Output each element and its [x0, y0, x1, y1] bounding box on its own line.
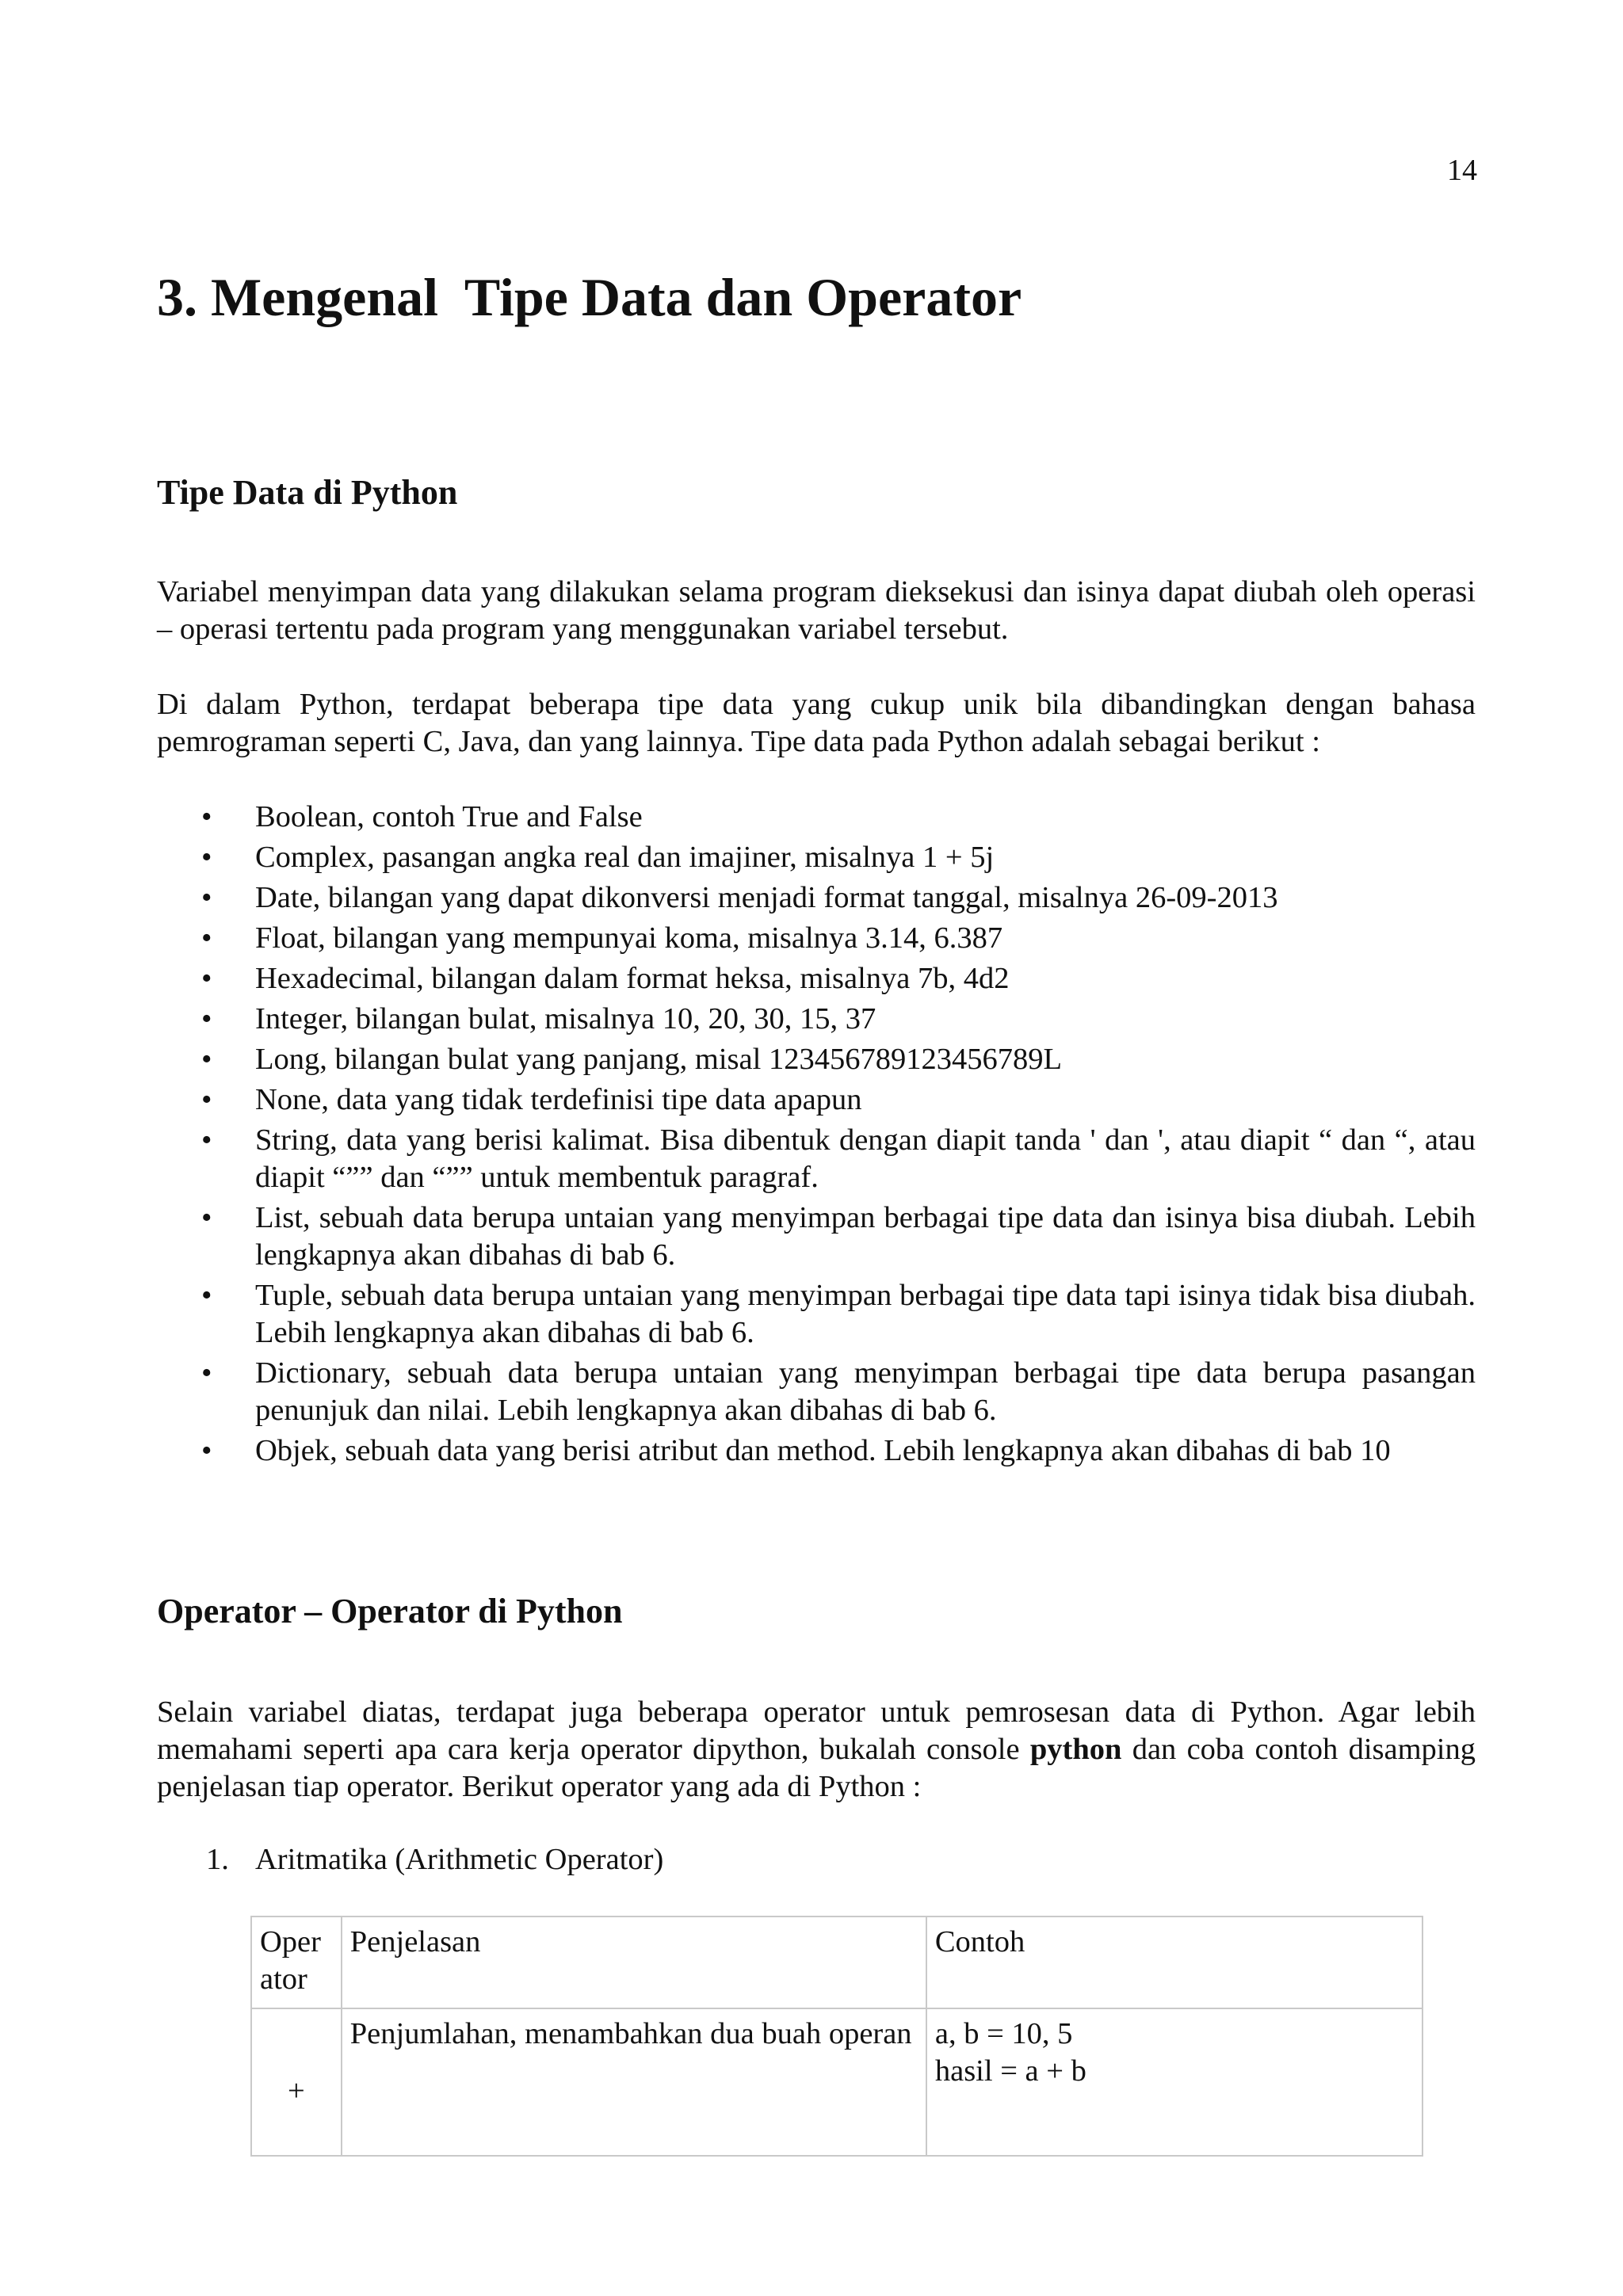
operator-description: Penjumlahan, menambahkan dua buah operan — [342, 2008, 926, 2156]
numbered-list-item — [157, 1841, 663, 1878]
table-header-row — [251, 1917, 1423, 2008]
section-title-tipe-data: Tipe Data di Python — [157, 473, 458, 512]
python-keyword: python — [1029, 1733, 1122, 1766]
operator-example — [926, 2008, 1423, 2156]
bullet-icon: • — [201, 1279, 212, 1312]
data-type-list — [157, 799, 1476, 1473]
example-line: hasil = a + b — [934, 2054, 1086, 2088]
list-item-text: Date, bilangan yang dapat dikonversi menjadi format tanggal, misalnya 26-09-2013 — [255, 881, 1278, 914]
header-contoh: Contoh — [926, 1917, 1423, 2008]
paragraph-variabel: Variabel menyimpan data yang dilakukan selama program dieksekusi dan isinya dapat diubah oleh operasi – operasi tertentu pada program yang menggunakan variabel tersebut. — [157, 575, 1476, 646]
example-line: a, b = 10, 5 — [934, 2017, 1073, 2050]
list-item — [157, 1122, 1476, 1196]
list-item — [157, 799, 1476, 836]
bullet-icon: • — [201, 1002, 212, 1035]
list-item-text: Boolean, contoh True and False — [255, 800, 643, 833]
list-item — [157, 1277, 1476, 1352]
list-item-text: Tuple, sebuah data berupa untaian yang menyimpan berbagai tipe data tapi isinya tidak bisa diubah. Lebih lengkapnya akan dibahas di bab 6. — [255, 1279, 1476, 1349]
list-item-text: Dictionary, sebuah data berupa untaian yang menyimpan berbagai tipe data berupa pasangan penunjuk dan nilai. Lebih lengkapnya akan dibahas di bab 6. — [255, 1356, 1476, 1427]
list-item — [157, 879, 1476, 917]
list-item-text: None, data yang tidak terdefinisi tipe data apapun — [255, 1083, 862, 1116]
list-item — [157, 960, 1476, 997]
header-operator: Oper ator — [251, 1917, 342, 2008]
paragraph-text: dan coba contoh disamping penjelasan tiap operator. Berikut operator yang ada di Python : — [157, 1733, 1476, 1803]
chapter-title: 3. Mengenal Tipe Data dan Operator — [157, 267, 1022, 327]
list-number: 1. — [206, 1843, 229, 1876]
section-title-operator: Operator – Operator di Python — [157, 1592, 623, 1630]
list-item-text: Objek, sebuah data yang berisi atribut dan method. Lebih lengkapnya akan dibahas di bab 10 — [255, 1434, 1391, 1467]
list-item — [157, 1001, 1476, 1038]
arithmetic-operator-table — [250, 1916, 1423, 2157]
list-item — [157, 1432, 1476, 1470]
list-item-text: String, data yang berisi kalimat. Bisa dibentuk dengan diapit tanda ' dan ', atau diapit “ dan “, atau diapit “”” dan “”” untuk membentuk paragraf. — [255, 1123, 1476, 1194]
bullet-icon: • — [201, 1356, 212, 1390]
bullet-icon: • — [201, 841, 212, 874]
paragraph-tipe-data-intro: Di dalam Python, terdapat beberapa tipe data yang cukup unik bila dibandingkan dengan bahasa pemrograman seperti C, Java, dan yang lainnya. Tipe data pada Python adalah sebagai berikut : — [157, 688, 1476, 758]
list-item-text: List, sebuah data berupa untaian yang menyimpan berbagai tipe data dan isinya bisa diubah. Lebih lengkapnya akan dibahas di bab 6. — [255, 1201, 1476, 1272]
bullet-icon: • — [201, 921, 212, 955]
list-item — [157, 1199, 1476, 1274]
header-penjelasan: Penjelasan — [342, 1917, 926, 2008]
bullet-icon: • — [201, 1123, 212, 1157]
bullet-icon: • — [201, 800, 212, 833]
list-item-text: Hexadecimal, bilangan dalam format heksa, misalnya 7b, 4d2 — [255, 962, 1010, 995]
list-item-text: Float, bilangan yang mempunyai koma, misalnya 3.14, 6.387 — [255, 921, 1003, 955]
paragraph-text: Selain variabel diatas, terdapat juga beberapa operator untuk pemrosesan data di Python. Agar lebih memahami seperti apa cara kerja operator dipython, bukalah console — [157, 1695, 1476, 1766]
list-item-text: Complex, pasangan angka real dan imajiner, misalnya 1 + 5j — [255, 841, 995, 874]
list-item — [157, 839, 1476, 876]
table-row — [251, 2008, 1423, 2156]
list-item — [157, 1081, 1476, 1119]
list-item — [157, 1355, 1476, 1429]
bullet-icon: • — [201, 1043, 212, 1076]
bullet-icon: • — [201, 962, 212, 995]
list-item — [157, 1041, 1476, 1078]
list-item-text: Aritmatika (Arithmetic Operator) — [255, 1843, 664, 1876]
bullet-icon: • — [201, 1434, 212, 1467]
bullet-icon: • — [201, 1201, 212, 1234]
bullet-icon: • — [201, 1083, 212, 1116]
paragraph-operator-intro — [157, 1694, 1476, 1806]
page-number: 14 — [1447, 154, 1477, 187]
operator-symbol: + — [251, 2008, 342, 2156]
list-item-text: Integer, bilangan bulat, misalnya 10, 20, 30, 15, 37 — [255, 1002, 876, 1035]
bullet-icon: • — [201, 881, 212, 914]
list-item — [157, 920, 1476, 957]
list-item-text: Long, bilangan bulat yang panjang, misal 123456789123456789L — [255, 1043, 1062, 1076]
